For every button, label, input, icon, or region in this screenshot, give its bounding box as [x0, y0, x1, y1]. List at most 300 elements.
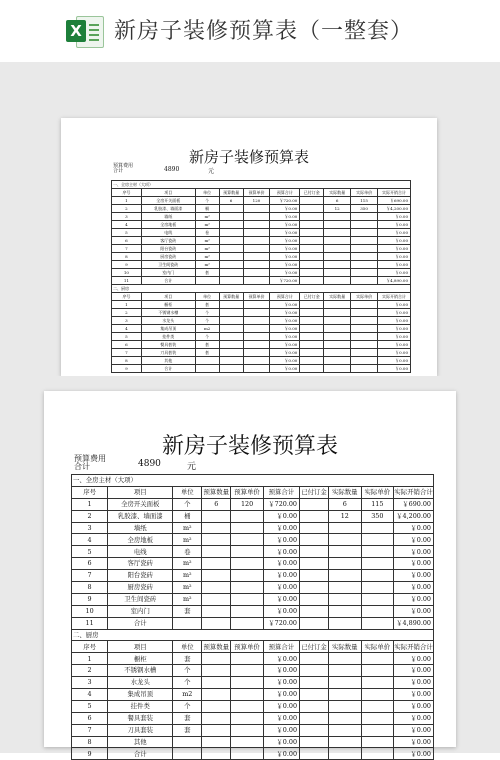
table-cell	[328, 736, 361, 748]
table-cell: 6	[219, 197, 243, 205]
table-cell	[173, 736, 202, 748]
table-cell: ￥0.00	[378, 301, 411, 309]
table-cell: ￥690.00	[394, 498, 434, 510]
table-cell	[351, 317, 378, 325]
table-cell	[243, 245, 270, 253]
table-cell	[361, 582, 394, 594]
column-header: 序号	[72, 486, 108, 498]
table-cell: ￥0.00	[270, 221, 300, 229]
table-row	[72, 498, 434, 510]
preview-thumbnail-band	[0, 62, 500, 376]
table-cell	[202, 689, 231, 701]
table-cell	[351, 237, 378, 245]
table-cell	[219, 301, 243, 309]
table-row	[112, 261, 411, 269]
table-cell: m²	[173, 593, 202, 605]
table-cell: 橱柜	[141, 301, 195, 309]
table-cell	[202, 665, 231, 677]
column-header: 序号	[112, 189, 142, 197]
table-cell	[351, 357, 378, 365]
table-row	[72, 748, 434, 760]
column-header: 项目	[108, 641, 173, 653]
column-header: 预算合计	[263, 641, 299, 653]
table-row	[72, 558, 434, 570]
table-cell: 挂件类	[141, 333, 195, 341]
table-cell: ￥0.00	[394, 712, 434, 724]
table-row	[112, 237, 411, 245]
table-cell	[324, 261, 351, 269]
table-cell	[202, 653, 231, 665]
table-row	[72, 605, 434, 617]
table-cell	[300, 700, 329, 712]
table-cell: 刀具套装	[141, 349, 195, 357]
section1-title-row	[72, 475, 434, 487]
table-cell	[300, 237, 324, 245]
section-title: 二、厨房	[112, 285, 411, 293]
table-cell: 套	[173, 724, 202, 736]
table-cell	[219, 357, 243, 365]
table-cell: ￥4,200.00	[378, 205, 411, 213]
table-cell	[231, 748, 264, 760]
table-cell: 6	[72, 712, 108, 724]
table-cell: ￥0.00	[270, 349, 300, 357]
table-cell	[202, 510, 231, 522]
table-cell	[328, 546, 361, 558]
table-cell: ￥0.00	[263, 534, 299, 546]
table-header-row	[112, 293, 411, 301]
table-cell: 墙纸	[108, 522, 173, 534]
table-cell	[328, 605, 361, 617]
table-cell: 水龙头	[141, 317, 195, 325]
table-cell	[202, 617, 231, 629]
table-cell	[351, 333, 378, 341]
table-cell: 10	[72, 605, 108, 617]
table-cell	[243, 341, 270, 349]
table-cell: ￥720.00	[263, 498, 299, 510]
table-row	[112, 229, 411, 237]
table-cell: ￥0.00	[263, 665, 299, 677]
table-cell	[202, 700, 231, 712]
table-cell: ￥0.00	[263, 712, 299, 724]
table-cell: ￥0.00	[263, 510, 299, 522]
table-cell: ￥720.00	[263, 617, 299, 629]
column-header: 实际单价	[361, 641, 394, 653]
table-cell: 个	[195, 333, 219, 341]
table-cell: 桶	[195, 205, 219, 213]
column-header: 预算合计	[263, 486, 299, 498]
budget-unit: 元	[187, 462, 197, 472]
table-cell	[231, 546, 264, 558]
table-cell	[202, 677, 231, 689]
table-cell: ￥0.00	[394, 534, 434, 546]
table-cell	[231, 605, 264, 617]
table-cell: ￥0.00	[263, 522, 299, 534]
table-cell: 合计	[141, 277, 195, 285]
table-row	[72, 736, 434, 748]
table-cell: ￥720.00	[270, 197, 300, 205]
column-header: 实际数量	[324, 293, 351, 301]
table-cell	[324, 317, 351, 325]
column-header: 预算数量	[219, 293, 243, 301]
column-header: 实际数量	[328, 641, 361, 653]
table-row	[72, 689, 434, 701]
table-cell	[324, 221, 351, 229]
table-cell: 个	[173, 700, 202, 712]
table-cell: 6	[324, 197, 351, 205]
table-cell: 4	[72, 534, 108, 546]
table-cell	[351, 301, 378, 309]
table-cell: 套	[173, 653, 202, 665]
preview-large[interactable]	[44, 391, 456, 758]
table-cell	[202, 546, 231, 558]
section2-title-row	[72, 629, 434, 641]
table-cell	[300, 665, 329, 677]
column-header: 实际开销合计	[378, 189, 411, 197]
column-header: 实际数量	[324, 189, 351, 197]
table-row	[72, 700, 434, 712]
table-cell: m²	[195, 221, 219, 229]
table-cell	[351, 213, 378, 221]
table-cell: ￥0.00	[263, 677, 299, 689]
table-cell: 6	[202, 498, 231, 510]
table-cell	[219, 269, 243, 277]
table-cell	[219, 365, 243, 373]
table-cell	[195, 277, 219, 285]
table-cell: ￥0.00	[378, 245, 411, 253]
table-cell	[300, 357, 324, 365]
table-row	[112, 341, 411, 349]
table-cell	[361, 570, 394, 582]
table-cell	[351, 261, 378, 269]
table-cell: 集成吊顶	[141, 325, 195, 333]
table-cell: 10	[112, 269, 142, 277]
table-row	[112, 245, 411, 253]
table-cell	[243, 237, 270, 245]
table-cell: 客厅瓷砖	[108, 558, 173, 570]
table-cell: ￥0.00	[394, 748, 434, 760]
table-cell	[300, 724, 329, 736]
excel-icon	[66, 14, 104, 48]
column-header: 实际单价	[351, 189, 378, 197]
table-row	[112, 317, 411, 325]
table-cell: ￥0.00	[263, 689, 299, 701]
table-cell: ￥0.00	[270, 357, 300, 365]
table-cell	[300, 689, 329, 701]
section-title: 一、全房主材（大项）	[112, 181, 411, 189]
table-cell	[231, 665, 264, 677]
table-cell: 6	[328, 498, 361, 510]
table-cell: 套	[173, 712, 202, 724]
table-cell	[328, 534, 361, 546]
table-cell: 11	[72, 617, 108, 629]
table-cell	[361, 700, 394, 712]
table-cell	[300, 593, 329, 605]
table-cell	[231, 700, 264, 712]
table-cell	[361, 593, 394, 605]
column-header: 序号	[72, 641, 108, 653]
table-cell	[300, 325, 324, 333]
table-cell: 120	[243, 197, 270, 205]
table-row	[112, 277, 411, 285]
table-cell: 不锈钢水槽	[108, 665, 173, 677]
table-cell	[202, 522, 231, 534]
table-row	[112, 325, 411, 333]
table-row	[72, 593, 434, 605]
page-title: 新房子装修预算表（一整套）	[114, 19, 414, 44]
table-cell: 8	[72, 582, 108, 594]
table-cell: 4	[112, 325, 142, 333]
table-cell	[219, 277, 243, 285]
table-cell	[361, 558, 394, 570]
table-row	[72, 617, 434, 629]
table-cell	[231, 534, 264, 546]
table-row	[72, 570, 434, 582]
table-cell	[231, 570, 264, 582]
table-cell: 1	[72, 653, 108, 665]
column-header: 单位	[173, 486, 202, 498]
table-cell	[243, 205, 270, 213]
table-cell: m²	[173, 582, 202, 594]
column-header: 项目	[141, 293, 195, 301]
table-row	[72, 677, 434, 689]
table-row	[112, 213, 411, 221]
table-cell: ￥0.00	[394, 724, 434, 736]
table-cell	[219, 325, 243, 333]
table-cell: 卫生间瓷砖	[108, 593, 173, 605]
header-bar	[0, 0, 500, 62]
table-cell: 6	[72, 558, 108, 570]
table-cell: 8	[72, 736, 108, 748]
table-cell	[351, 309, 378, 317]
table-cell: 厨房瓷砖	[141, 253, 195, 261]
table-row	[72, 546, 434, 558]
table-cell: 6	[112, 341, 142, 349]
table-cell: ￥0.00	[270, 205, 300, 213]
table-cell: ￥0.00	[263, 653, 299, 665]
table-cell	[300, 365, 324, 373]
section2-title-row	[112, 285, 411, 293]
table-cell: ￥0.00	[394, 558, 434, 570]
table-cell: m²	[195, 237, 219, 245]
table-cell	[328, 700, 361, 712]
budget-label: 预算费用 合计	[74, 454, 106, 471]
table-cell: ￥0.00	[394, 582, 434, 594]
table-cell	[328, 677, 361, 689]
table-cell	[173, 748, 202, 760]
table-cell: ￥0.00	[263, 605, 299, 617]
table-cell: 电线	[108, 546, 173, 558]
table-cell: 12	[328, 510, 361, 522]
table-cell: 集成吊顶	[108, 689, 173, 701]
table-cell	[243, 213, 270, 221]
section1-title-row	[112, 181, 411, 189]
table-cell	[351, 277, 378, 285]
table-cell: 3	[72, 522, 108, 534]
table-cell	[300, 534, 329, 546]
table-cell	[202, 712, 231, 724]
table-cell: 2	[72, 665, 108, 677]
table-cell: 350	[351, 205, 378, 213]
table-cell	[231, 736, 264, 748]
table-cell	[300, 570, 329, 582]
table-cell: ￥0.00	[378, 317, 411, 325]
column-header: 预算单价	[231, 486, 264, 498]
table-cell	[300, 229, 324, 237]
table-cell	[202, 748, 231, 760]
table-cell	[324, 277, 351, 285]
table-cell	[300, 510, 329, 522]
table-cell: 全房地板	[108, 534, 173, 546]
table-cell: m²	[173, 558, 202, 570]
table-cell: 8	[112, 253, 142, 261]
table-cell: 室内门	[141, 269, 195, 277]
table-cell: ￥0.00	[378, 309, 411, 317]
table-cell	[300, 605, 329, 617]
column-header: 序号	[112, 293, 142, 301]
table-cell	[243, 229, 270, 237]
table-cell: 7	[72, 570, 108, 582]
table-cell: ￥0.00	[394, 546, 434, 558]
table-cell	[361, 677, 394, 689]
table-cell: 合计	[141, 365, 195, 373]
table-cell: 5	[112, 333, 142, 341]
table-cell: 餐具套装	[141, 341, 195, 349]
table-cell	[324, 365, 351, 373]
table-cell: ￥0.00	[394, 736, 434, 748]
table-cell	[300, 245, 324, 253]
table-cell	[219, 205, 243, 213]
budget-table	[71, 474, 434, 760]
table-cell	[324, 349, 351, 357]
table-cell: ￥0.00	[263, 582, 299, 594]
table-cell: 9	[72, 593, 108, 605]
table-cell	[361, 736, 394, 748]
table-cell	[300, 213, 324, 221]
table-cell	[219, 309, 243, 317]
budget-value: 4890	[138, 459, 161, 469]
column-header: 已付订金	[300, 189, 324, 197]
column-header: 实际数量	[328, 486, 361, 498]
table-cell	[243, 301, 270, 309]
table-cell	[361, 712, 394, 724]
table-cell	[243, 357, 270, 365]
table-cell	[300, 317, 324, 325]
table-cell: 3	[112, 317, 142, 325]
table-cell	[324, 357, 351, 365]
table-cell: 全房地板	[141, 221, 195, 229]
table-cell	[361, 653, 394, 665]
table-cell: ￥0.00	[378, 261, 411, 269]
table-cell: 卫生间瓷砖	[141, 261, 195, 269]
table-cell: 阳台瓷砖	[141, 245, 195, 253]
table-cell	[361, 748, 394, 760]
table-cell	[231, 582, 264, 594]
table-cell: ￥0.00	[394, 570, 434, 582]
table-cell	[243, 309, 270, 317]
table-cell: 挂件类	[108, 700, 173, 712]
table-cell	[243, 333, 270, 341]
table-cell	[219, 317, 243, 325]
table-cell	[351, 229, 378, 237]
table-cell	[361, 689, 394, 701]
table-cell	[328, 593, 361, 605]
table-cell	[300, 309, 324, 317]
table-cell	[231, 689, 264, 701]
table-cell: 5	[72, 546, 108, 558]
excel-badge: X	[66, 20, 86, 42]
table-cell: ￥0.00	[378, 349, 411, 357]
table-cell: ￥0.00	[378, 341, 411, 349]
table-cell: ￥4,200.00	[394, 510, 434, 522]
table-cell: 7	[112, 349, 142, 357]
table-cell	[202, 534, 231, 546]
table-cell: ￥0.00	[270, 269, 300, 277]
table-cell	[324, 245, 351, 253]
table-row	[72, 665, 434, 677]
table-cell	[351, 325, 378, 333]
table-cell: ￥0.00	[394, 605, 434, 617]
table-cell	[328, 522, 361, 534]
table-cell: ￥0.00	[394, 665, 434, 677]
table-cell	[300, 253, 324, 261]
table-cell: ￥0.00	[378, 213, 411, 221]
table-cell	[202, 724, 231, 736]
table-cell	[202, 570, 231, 582]
table-cell	[300, 333, 324, 341]
table-cell	[231, 724, 264, 736]
table-cell	[300, 498, 329, 510]
table-cell	[351, 269, 378, 277]
table-cell	[243, 253, 270, 261]
table-cell: 9	[112, 365, 142, 373]
document-title: 新房子装修预算表	[188, 148, 309, 166]
table-cell: ￥0.00	[378, 269, 411, 277]
table-row	[112, 357, 411, 365]
table-cell: 4	[112, 221, 142, 229]
table-row	[112, 301, 411, 309]
preview-thumbnail[interactable]	[61, 118, 437, 376]
table-row	[112, 349, 411, 357]
section-title: 二、厨房	[72, 629, 434, 641]
table-cell	[361, 617, 394, 629]
table-cell: 套	[195, 349, 219, 357]
table-cell	[300, 197, 324, 205]
table-cell	[202, 582, 231, 594]
table-cell: ￥0.00	[270, 341, 300, 349]
table-cell: m2	[173, 689, 202, 701]
table-cell: 1	[112, 197, 142, 205]
column-header: 实际开销合计	[394, 486, 434, 498]
column-header: 已付订金	[300, 641, 329, 653]
table-cell	[328, 748, 361, 760]
table-cell: 7	[72, 724, 108, 736]
table-cell	[300, 546, 329, 558]
table-cell	[219, 221, 243, 229]
table-cell: 11	[112, 277, 142, 285]
document-title: 新房子装修预算表	[161, 434, 338, 459]
table-cell: ￥0.00	[378, 365, 411, 373]
table-cell	[328, 665, 361, 677]
table-cell	[300, 653, 329, 665]
column-header: 实际单价	[351, 293, 378, 301]
table-cell: m²	[195, 261, 219, 269]
table-cell: ￥0.00	[378, 253, 411, 261]
table-row	[112, 333, 411, 341]
table-cell: 电线	[141, 229, 195, 237]
table-cell: ￥0.00	[270, 309, 300, 317]
table-cell: ￥0.00	[270, 213, 300, 221]
table-cell: ￥0.00	[378, 333, 411, 341]
